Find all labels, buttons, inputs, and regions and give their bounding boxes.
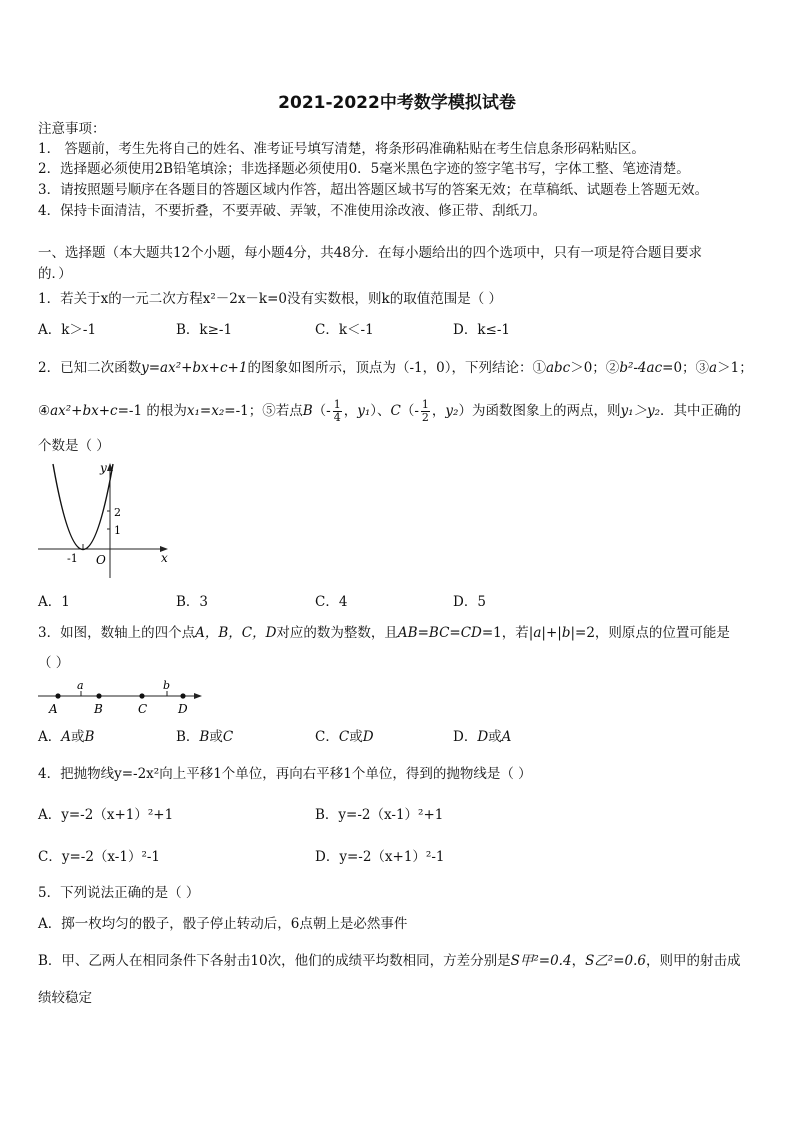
origin-label: O [96, 553, 106, 567]
question-4-option-d: D．y=-2（x+1）²-1 [315, 849, 445, 865]
question-1-option-c: C．k＜-1 [315, 322, 374, 338]
fraction-one-half: $\frac{1}{2}$ [421, 398, 429, 424]
label-lower-a: a [77, 680, 84, 692]
question-5-option-b-line1: B．甲、乙两人在相同条件下各射击10次，他们的成绩平均数相同，方差分别是S甲²=0.4，S乙²=0.6，则甲的射击成 [38, 953, 741, 969]
question-4-option-b: B．y=-2（x-1）²+1 [315, 807, 444, 823]
point-c [139, 693, 144, 698]
question-3-option-d: D．D或A [453, 729, 512, 745]
question-4-option-c: C．y=-2（x-1）²-1 [38, 849, 161, 865]
question-1-stem: 1．若关于x的一元二次方程x²－2x－k=0没有实数根，则k的取值范围是（ ） [38, 291, 502, 307]
number-line-arrow [194, 693, 202, 699]
question-5-stem: 5．下列说法正确的是（ ） [38, 885, 200, 901]
page-title: 2021-2022中考数学模拟试卷 [278, 93, 516, 113]
fraction-one-quarter: $\frac{1}{4}$ [333, 398, 341, 424]
notice-item: 2．选择题必须使用2B铅笔填涂；非选择题必须使用0．5毫米黑色字迹的签字笔书写，字体工整、笔迹清楚。 [38, 161, 690, 177]
parabola-curve [53, 464, 113, 550]
question-5-option-b-line2: 绩较稳定 [38, 990, 92, 1006]
notice-heading: 注意事项： [38, 121, 106, 137]
question-4-option-a: A．y=-2（x+1）²+1 [38, 807, 174, 823]
question-3-option-a: A．A或B [38, 729, 95, 745]
tick-label-2: 2 [114, 506, 121, 519]
parabola-graph [34, 460, 174, 582]
point-b [96, 693, 101, 698]
question-3-option-c: C．C或D [315, 729, 374, 745]
label-lower-b: b [163, 680, 171, 692]
section-heading-cont: 的．） [38, 266, 72, 282]
point-a [55, 693, 60, 698]
question-3-stem-line1: 3．如图，数轴上的四个点A，B，C，D对应的数为整数，且AB=BC=CD=1，若|a|+|b|=2，则原点的位置可能是 [38, 625, 730, 641]
question-5-option-a: A．掷一枚均匀的骰子，骰子停止转动后，6点朝上是必然事件 [38, 916, 408, 932]
question-2-stem-line1: 2．已知二次函数y=ax²+bx+c+1的图象如图所示，顶点为（-1，0），下列结论：①abc＞0；②b²-4ac=0；③a＞1； [38, 360, 753, 376]
question-2-stem-line2: ④ax²+bx+c=-1 的根为x₁=x₂=-1；⑤若点B（- $\frac{1}{4}$ ，y₁）、C（- $\frac{1}{2}$ ，y₂）为函数图象上的两点，则y₁＞y₂．其中正确的 [38, 398, 742, 424]
y-label: y [100, 461, 107, 475]
notice-item: 1． 答题前，考生先将自己的姓名、准考证号填写清楚，将条形码准确粘贴在考生信息条形码粘贴区。 [38, 141, 645, 157]
label-point-b: B [94, 702, 103, 716]
question-2-option-b: B．3 [176, 594, 209, 610]
question-2-stem-line3: 个数是（ ） [38, 438, 110, 454]
tick-label-neg1: -1 [67, 552, 78, 565]
label-point-a: A [49, 702, 58, 716]
tick-label-1: 1 [114, 524, 121, 537]
question-3-option-b: B．B或C [176, 729, 234, 745]
x-label: x [161, 551, 168, 565]
label-point-d: D [178, 702, 188, 716]
label-point-c: C [138, 702, 148, 716]
question-1-option-d: D．k≤-1 [453, 322, 510, 338]
question-1-option-b: B．k≥-1 [176, 322, 233, 338]
question-4-stem: 4．把抛物线y=-2x²向上平移1个单位，再向右平移1个单位，得到的抛物线是（ ） [38, 766, 532, 782]
number-line [34, 680, 209, 720]
question-2-option-a: A．1 [38, 594, 70, 610]
question-2-option-c: C．4 [315, 594, 348, 610]
question-2-option-d: D．5 [453, 594, 486, 610]
question-1-option-a: A．k＞-1 [38, 322, 97, 338]
notice-item: 4．保持卡面清洁，不要折叠，不要弄破、弄皱，不准使用涂改液、修正带、刮纸刀。 [38, 203, 547, 219]
point-d [180, 693, 185, 698]
section-heading: 一、选择题（本大题共12个小题，每小题4分，共48分．在每小题给出的四个选项中，只有一项是符合题目要求 [38, 245, 702, 261]
question-3-stem-line2: （ ） [38, 655, 70, 671]
notice-item: 3．请按照题号顺序在各题目的答题区域内作答，超出答题区域书写的答案无效；在草稿纸、试题卷上答题无效。 [38, 182, 709, 198]
